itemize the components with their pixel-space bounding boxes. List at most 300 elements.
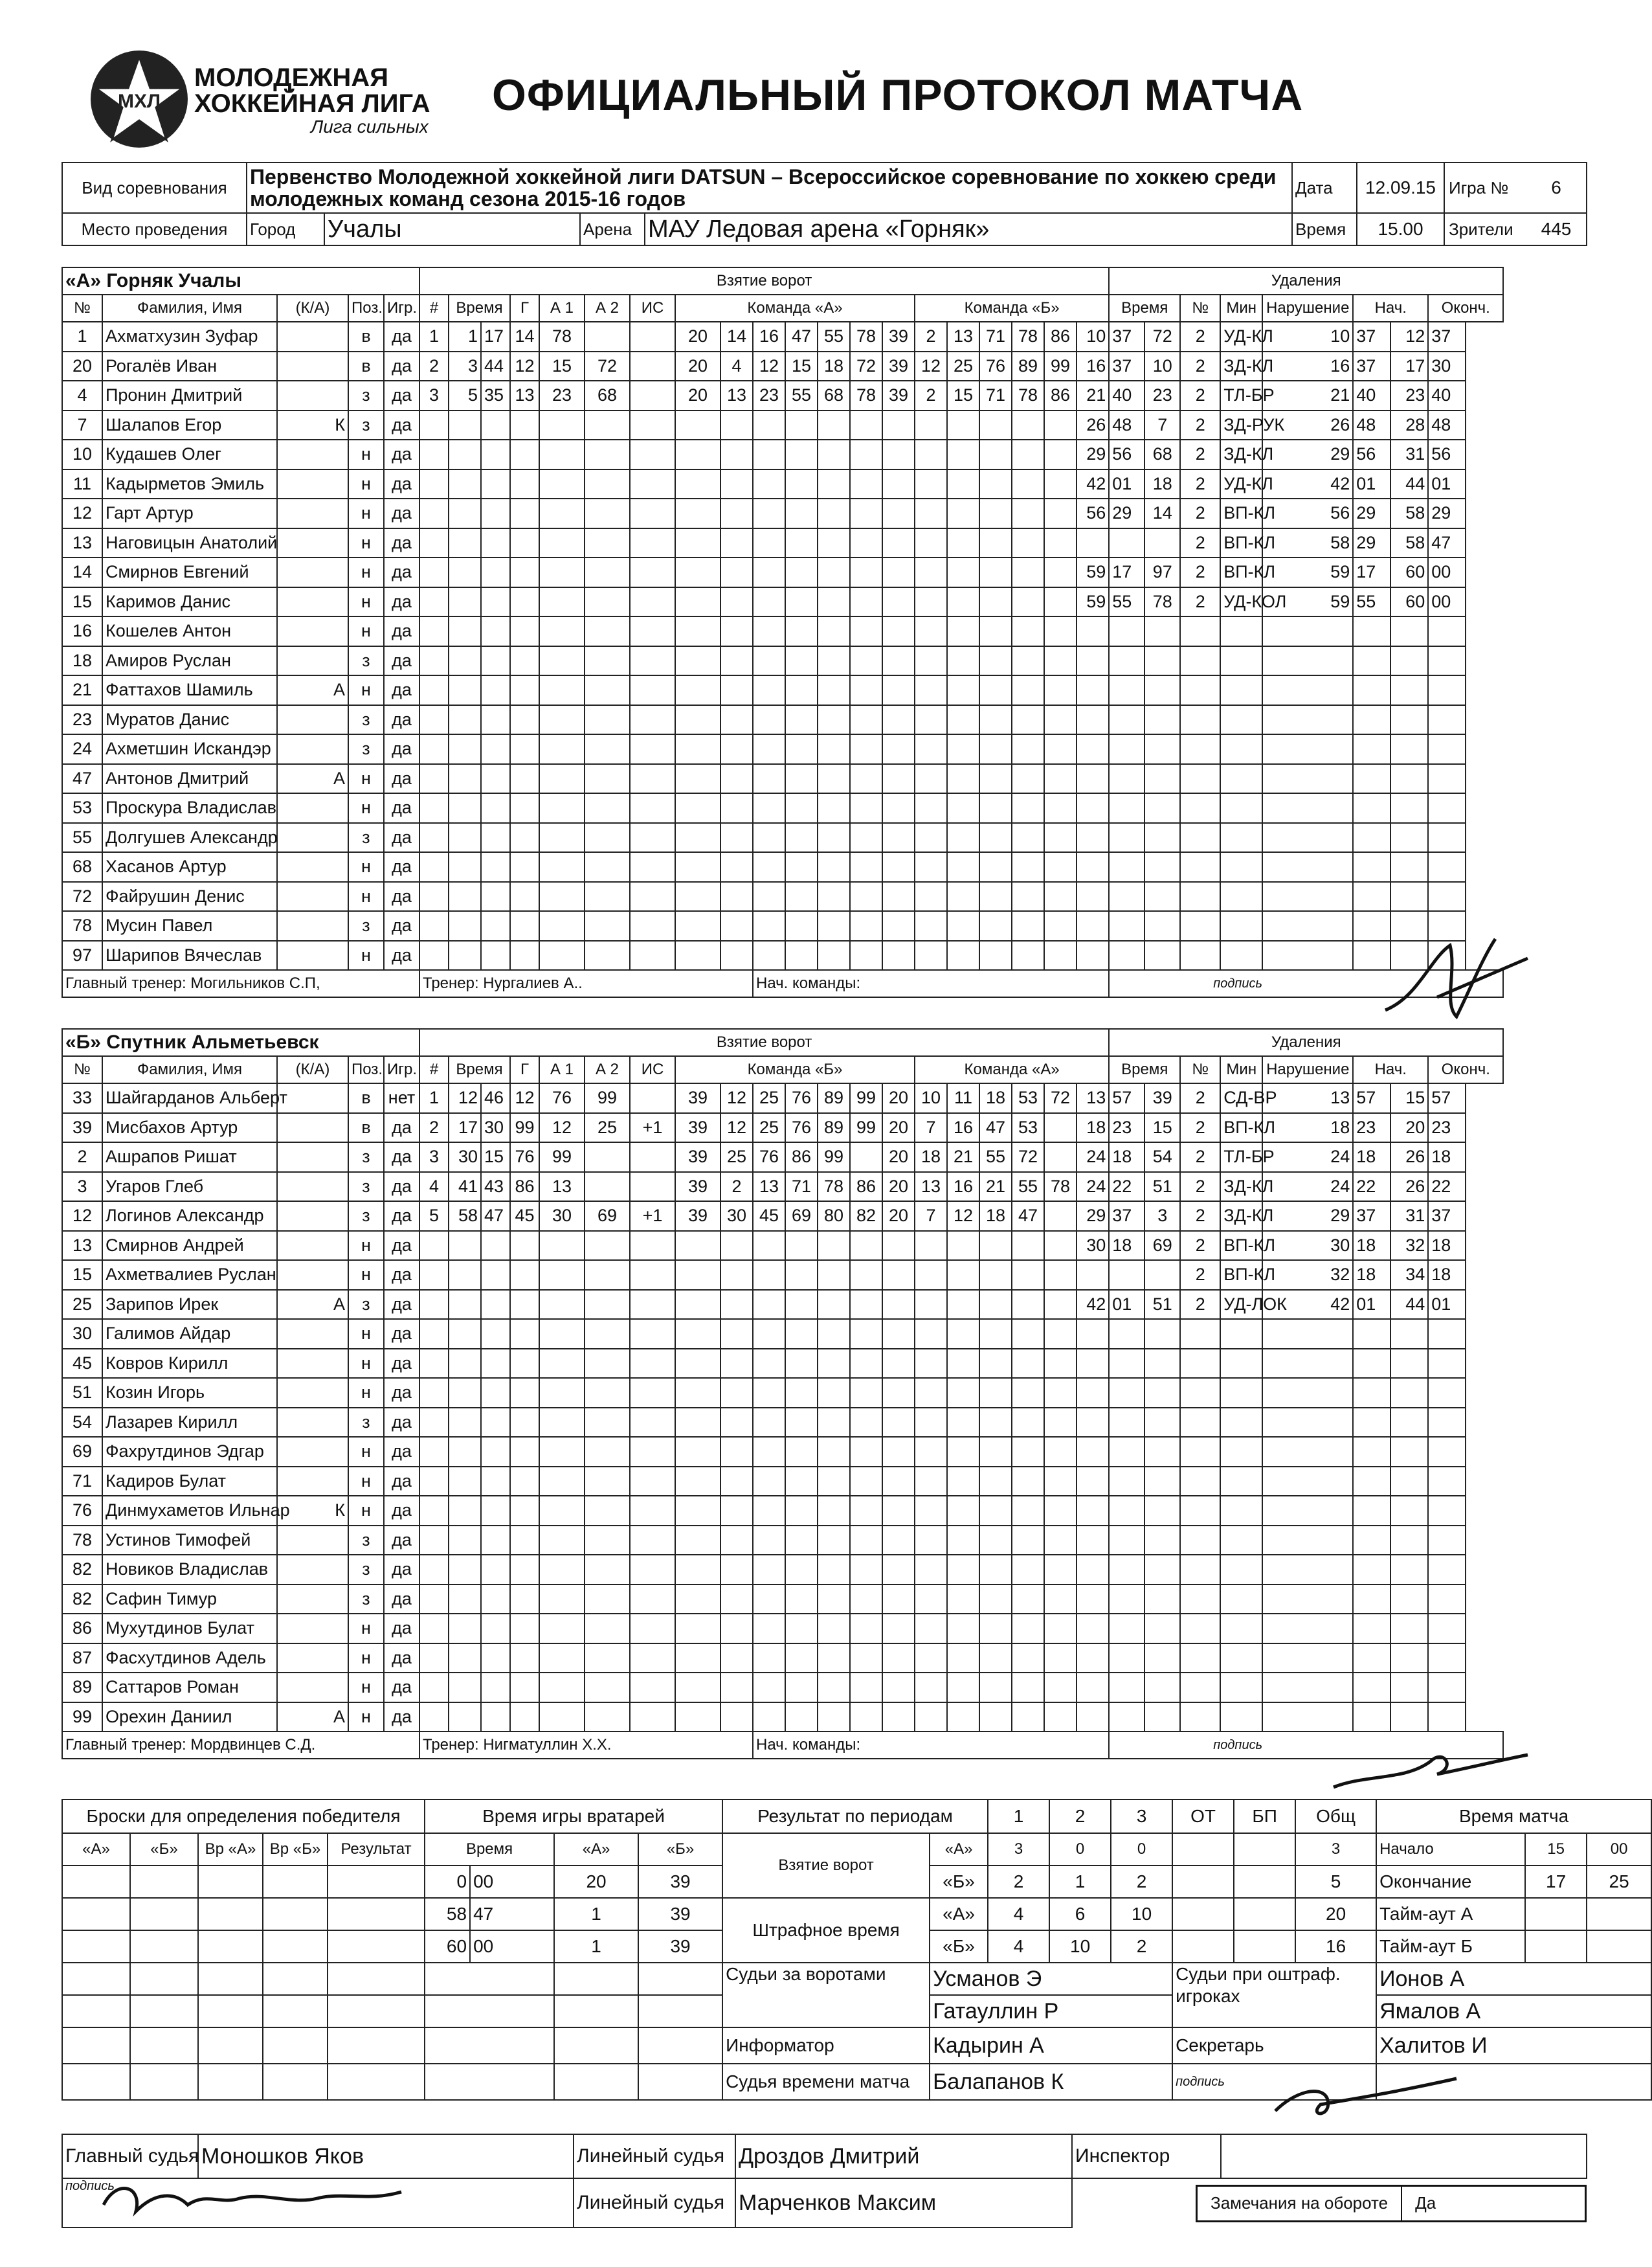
- goal-number: 2: [419, 352, 449, 381]
- goal-cell: [979, 558, 1012, 587]
- goal-cell: [753, 1643, 785, 1673]
- start-hour: 15: [1525, 1833, 1587, 1866]
- goal-cell: [979, 1585, 1012, 1614]
- pen-minute: [1077, 1526, 1109, 1555]
- pen-player: [1144, 1260, 1180, 1290]
- goal-cell: [1012, 528, 1044, 558]
- goal-cell: [720, 911, 753, 941]
- player-number: 86: [62, 1614, 102, 1643]
- informer-label: Информатор: [722, 2027, 930, 2064]
- player-position: н: [348, 1467, 384, 1496]
- teamA-title: «А» Горняк Учалы: [62, 267, 419, 295]
- goal-cell: [850, 823, 882, 853]
- goal-cell: [915, 1408, 947, 1438]
- goal-cell: [785, 1585, 818, 1614]
- coach-label: Главный тренер:: [65, 975, 186, 992]
- player-number: 7: [62, 411, 102, 440]
- pen-end-min: 17: [1390, 352, 1428, 381]
- goal-cell: [539, 411, 585, 440]
- goal-cell: [947, 1614, 979, 1643]
- pen-end-sec: 23: [1428, 1113, 1466, 1143]
- penalty-judges-label: Судьи при оштраф. игроках: [1172, 1963, 1376, 2027]
- goal-cell: 53: [1012, 1113, 1044, 1143]
- player-number: 97: [62, 941, 102, 971]
- goal-number: 4: [419, 1172, 449, 1202]
- goal-cell: [753, 469, 785, 499]
- goal-cell: [850, 1585, 882, 1614]
- goal-second: [481, 1643, 510, 1673]
- player-position: з: [348, 1585, 384, 1614]
- player-name: Устинов Тимофей: [102, 1526, 277, 1555]
- pen-end-sec: [1428, 1496, 1466, 1526]
- notes-box: [1196, 2185, 1587, 2222]
- goal-number: [419, 1260, 449, 1290]
- goal-cell: [850, 1290, 882, 1320]
- pen-end-min: 15: [1390, 1083, 1428, 1113]
- goal-cell: 13: [915, 1172, 947, 1202]
- pen-violation: [1220, 823, 1262, 853]
- goal-minute: [449, 411, 481, 440]
- goal-cell: 2: [915, 322, 947, 352]
- goal-cell: [720, 469, 753, 499]
- goal-cell: [947, 852, 979, 882]
- goal-cell: [720, 1526, 753, 1555]
- goal-minute: [449, 941, 481, 971]
- goal-number: [419, 558, 449, 587]
- pen-second: [1109, 1260, 1144, 1290]
- pen-violation: ВП-КЛ: [1220, 528, 1262, 558]
- goal-cell: [510, 882, 539, 912]
- player-role: [277, 1673, 348, 1702]
- pen-minutes: 2: [1180, 411, 1220, 440]
- goal-minute: [449, 1437, 481, 1467]
- goal-cell: [915, 1614, 947, 1643]
- pen-end-min: 20: [1390, 1113, 1428, 1143]
- goal-cell: 71: [979, 322, 1012, 352]
- goal-second: [481, 911, 510, 941]
- goal-second: [481, 1585, 510, 1614]
- pen-player: [1144, 616, 1180, 646]
- goal-cell: [753, 1555, 785, 1585]
- pen-player: 54: [1144, 1142, 1180, 1172]
- goal-cell: 99: [850, 1083, 882, 1113]
- pen-minute: 30: [1077, 1231, 1109, 1261]
- pen-player: [1144, 705, 1180, 735]
- player-name: Лазарев Кирилл: [102, 1408, 277, 1438]
- goal-minute: [449, 558, 481, 587]
- goal-number: [419, 911, 449, 941]
- goal-cell: 12: [753, 352, 785, 381]
- goal-cell: [753, 1702, 785, 1732]
- pen-minutes: 2: [1180, 587, 1220, 617]
- pen-violation: [1220, 616, 1262, 646]
- pen-start-sec: 37: [1353, 1201, 1390, 1231]
- player-position: н: [348, 1496, 384, 1526]
- goal-cell: [882, 1231, 915, 1261]
- goal-cell: [882, 1378, 915, 1408]
- player-role: [277, 941, 348, 971]
- player-name: Кошелев Антон: [102, 616, 277, 646]
- player-played: да: [384, 1467, 419, 1496]
- pen-start-min: [1262, 734, 1353, 764]
- goal-second: [481, 528, 510, 558]
- player-row: [62, 941, 1503, 971]
- goal-cell: 10: [915, 1083, 947, 1113]
- pen-minute: [1077, 941, 1109, 971]
- goal-minute: 1: [449, 322, 481, 352]
- goal-cell: [675, 440, 720, 469]
- player-position: з: [348, 411, 384, 440]
- goal-cell: [510, 823, 539, 853]
- pen-end-min: 60: [1390, 587, 1428, 617]
- goal-cell: [510, 793, 539, 823]
- goal-cell: [585, 1555, 630, 1585]
- player-role: [277, 852, 348, 882]
- pen-start-sec: 37: [1353, 322, 1390, 352]
- goal-cell: [947, 1437, 979, 1467]
- goal-cell: [630, 558, 675, 587]
- goal-cell: [630, 352, 675, 381]
- goals-a-p2: 0: [1049, 1833, 1111, 1866]
- goal-cell: [630, 705, 675, 735]
- pen-start-min: [1262, 616, 1353, 646]
- pen-end-sec: 18: [1428, 1142, 1466, 1172]
- goal-cell: [818, 705, 850, 735]
- goal-cell: [510, 1378, 539, 1408]
- player-played: да: [384, 440, 419, 469]
- pim-b-ot: [1172, 1930, 1234, 1963]
- goal-cell: [753, 587, 785, 617]
- pen-minutes: 2: [1180, 1290, 1220, 1320]
- goal-number: [419, 1467, 449, 1496]
- goal-cell: [818, 440, 850, 469]
- goal-second: 47: [481, 1201, 510, 1231]
- goal-cell: [947, 558, 979, 587]
- pen-end-min: 26: [1390, 1142, 1428, 1172]
- goal-cell: [1012, 675, 1044, 705]
- goal-cell: [915, 1702, 947, 1732]
- goal-cell: 76: [979, 352, 1012, 381]
- pen-start-min: [1262, 882, 1353, 912]
- goal-cell: [539, 911, 585, 941]
- pen-minutes: 2: [1180, 352, 1220, 381]
- player-played: да: [384, 852, 419, 882]
- goal-cell: [753, 734, 785, 764]
- col-team-other: Команда «А»: [915, 1056, 1109, 1083]
- player-row: [62, 1526, 1503, 1555]
- pen-player: 3: [1144, 1201, 1180, 1231]
- goal-cell: [675, 1614, 720, 1643]
- goal-cell: [675, 882, 720, 912]
- player-position: н: [348, 793, 384, 823]
- goal-cell: [1044, 764, 1077, 794]
- goal-cell: [785, 469, 818, 499]
- pen-minutes: [1180, 793, 1220, 823]
- pen-minute: [1077, 1555, 1109, 1585]
- player-row: [62, 911, 1503, 941]
- goal-cell: [720, 1702, 753, 1732]
- goal-cell: [539, 1555, 585, 1585]
- pen-start-min: 13: [1262, 1083, 1353, 1113]
- shootout-label: Броски для определения победителя: [62, 1799, 425, 1833]
- goal-cell: 47: [1012, 1201, 1044, 1231]
- goal-cell: 86: [1044, 322, 1077, 352]
- end-hour: 17: [1525, 1866, 1587, 1898]
- player-role: [277, 352, 348, 381]
- player-number: 78: [62, 1526, 102, 1555]
- pen-violation: [1220, 675, 1262, 705]
- goal-cell: [850, 1260, 882, 1290]
- player-played: да: [384, 911, 419, 941]
- goal-cell: [850, 1526, 882, 1555]
- goal-cell: [510, 1231, 539, 1261]
- pen-player: 23: [1144, 381, 1180, 411]
- goal-second: [481, 1467, 510, 1496]
- goal-cell: [675, 1349, 720, 1379]
- goal-cell: [753, 1585, 785, 1614]
- pen-start-sec: [1353, 705, 1390, 735]
- goal-cell: [882, 852, 915, 882]
- player-position: н: [348, 1614, 384, 1643]
- goal-cell: 78: [850, 322, 882, 352]
- star-icon: [91, 51, 188, 148]
- referee-label: Главный судья: [62, 2134, 198, 2178]
- col-pen-viol: Нарушение: [1262, 295, 1353, 322]
- goal-cell: [675, 793, 720, 823]
- pen-end-min: [1390, 1673, 1428, 1702]
- goal-second: [481, 675, 510, 705]
- goal-cell: [753, 1467, 785, 1496]
- goal-cell: [539, 675, 585, 705]
- pen-second: [1109, 1378, 1144, 1408]
- pen-second: 55: [1109, 587, 1144, 617]
- pen-minutes: [1180, 1408, 1220, 1438]
- goal-cell: [675, 411, 720, 440]
- goal-number: [419, 852, 449, 882]
- pim-a-so: [1234, 1898, 1295, 1930]
- pen-start-min: [1262, 793, 1353, 823]
- league-logo: [91, 51, 188, 148]
- pen-second: [1109, 852, 1144, 882]
- pen-end-sec: [1428, 1349, 1466, 1379]
- goal-cell: [882, 1555, 915, 1585]
- pen-minute: [1077, 1702, 1109, 1732]
- goal-cell: [818, 646, 850, 676]
- secretary-value: Халитов И: [1376, 2027, 1651, 2064]
- goals-a-p1: 3: [988, 1833, 1049, 1866]
- shootout-col-result: Результат: [328, 1833, 425, 1866]
- goal-cell: 76: [510, 1142, 539, 1172]
- goal-cell: 80: [818, 1201, 850, 1231]
- pen-violation: ВП-КЛ: [1220, 558, 1262, 587]
- player-number: 54: [62, 1408, 102, 1438]
- goal-number: [419, 411, 449, 440]
- pen-end-min: 23: [1390, 381, 1428, 411]
- player-row: [62, 1555, 1503, 1585]
- goal-cell: [753, 499, 785, 528]
- gk-row3-min: 60: [425, 1930, 470, 1963]
- goal-second: [481, 705, 510, 735]
- player-row: [62, 646, 1503, 676]
- goal-cell: [539, 1702, 585, 1732]
- goal-cell: [675, 1231, 720, 1261]
- goal-cell: [850, 852, 882, 882]
- goal-cell: [979, 764, 1012, 794]
- goal-cell: 20: [882, 1113, 915, 1143]
- player-played: да: [384, 1614, 419, 1643]
- goal-second: [481, 1319, 510, 1349]
- player-played: да: [384, 616, 419, 646]
- pen-start-sec: 56: [1353, 440, 1390, 469]
- goal-second: [481, 1290, 510, 1320]
- pen-player: [1144, 1555, 1180, 1585]
- goal-cell: [785, 882, 818, 912]
- pen-minutes: 2: [1180, 1142, 1220, 1172]
- pen-minutes: [1180, 1585, 1220, 1614]
- game-number: 6: [1551, 177, 1561, 197]
- player-played: да: [384, 411, 419, 440]
- pen-start-min: [1262, 1496, 1353, 1526]
- goal-judges-label: Судьи за воротами: [722, 1963, 930, 2027]
- overtime-header: ОТ: [1172, 1799, 1234, 1833]
- goal-number: [419, 528, 449, 558]
- col-team-scoring: Команда «А»: [675, 295, 915, 322]
- goal-cell: [947, 1673, 979, 1702]
- pen-minute: 42: [1077, 469, 1109, 499]
- goal-cell: [510, 1290, 539, 1320]
- pen-violation: [1220, 1585, 1262, 1614]
- goal-cell: [510, 469, 539, 499]
- pen-end-min: [1390, 1437, 1428, 1467]
- player-number: 1: [62, 322, 102, 352]
- goal-cell: [539, 646, 585, 676]
- pen-minutes: [1180, 852, 1220, 882]
- goal-cell: 86: [1044, 381, 1077, 411]
- goal-cell: 12: [720, 1113, 753, 1143]
- goal-cell: [539, 1496, 585, 1526]
- player-name: Логинов Александр: [102, 1201, 277, 1231]
- goal-cell: [947, 1349, 979, 1379]
- pen-minutes: 2: [1180, 1260, 1220, 1290]
- goal-cell: [915, 823, 947, 853]
- player-position: н: [348, 941, 384, 971]
- goal-cell: 99: [510, 1113, 539, 1143]
- goal-cell: [818, 1290, 850, 1320]
- player-played: да: [384, 675, 419, 705]
- goal-cell: [915, 1555, 947, 1585]
- player-number: 20: [62, 352, 102, 381]
- pen-second: [1109, 675, 1144, 705]
- pen-start-min: 59: [1262, 558, 1353, 587]
- goal-cell: [947, 1378, 979, 1408]
- goal-cell: 21: [947, 1142, 979, 1172]
- teamA-goals-header: Взятие ворот: [419, 267, 1109, 295]
- goal-cell: [979, 440, 1012, 469]
- logo-text: МХЛ: [117, 91, 161, 112]
- goal-cell: [1012, 1585, 1044, 1614]
- goal-cell: 25: [753, 1083, 785, 1113]
- goal-cell: [818, 941, 850, 971]
- pen-violation: [1220, 1437, 1262, 1467]
- goal-number: [419, 941, 449, 971]
- linesman-label-2: Линейный судья: [574, 2178, 735, 2228]
- goal-cell: [1044, 1555, 1077, 1585]
- goal-cell: [882, 1319, 915, 1349]
- goal-cell: [1012, 1231, 1044, 1261]
- goal-cell: [947, 469, 979, 499]
- goal-minute: [449, 1643, 481, 1673]
- goal-cell: [915, 469, 947, 499]
- goal-cell: [1012, 1526, 1044, 1555]
- pen-start-min: [1262, 823, 1353, 853]
- goal-cell: [630, 823, 675, 853]
- goal-cell: [850, 469, 882, 499]
- goal-cell: [785, 1349, 818, 1379]
- pim-b-p3: 2: [1111, 1930, 1172, 1963]
- pen-violation: [1220, 852, 1262, 882]
- pen-end-sec: 01: [1428, 469, 1466, 499]
- player-row: [62, 1408, 1503, 1438]
- goal-cell: [753, 1231, 785, 1261]
- pen-start-sec: 22: [1353, 1172, 1390, 1202]
- goal-second: [481, 440, 510, 469]
- goal-cell: [1012, 1614, 1044, 1643]
- pen-end-min: [1390, 1555, 1428, 1585]
- goal-cell: [1044, 616, 1077, 646]
- penalty-judge-1: Ионов А: [1376, 1963, 1651, 1995]
- goal-cell: [675, 616, 720, 646]
- competition-name: Первенство Молодежной хоккейной лиги DATSUN – Всероссийское соревнование по хоккею среди молодежных команд сезона 2015-16 годов: [247, 163, 1292, 213]
- goal-cell: [753, 440, 785, 469]
- goal-cell: [979, 1290, 1012, 1320]
- pen-end-sec: [1428, 616, 1466, 646]
- player-number: 14: [62, 558, 102, 587]
- goal-cell: 12: [915, 352, 947, 381]
- goal-cell: [915, 1290, 947, 1320]
- player-position: н: [348, 528, 384, 558]
- player-name: Динмухаметов Ильнар: [102, 1496, 277, 1526]
- goal-cell: [915, 1673, 947, 1702]
- goal-minute: 41: [449, 1172, 481, 1202]
- goal-second: [481, 1349, 510, 1379]
- pen-violation: [1220, 1349, 1262, 1379]
- goal-cell: [753, 1319, 785, 1349]
- goal-minute: [449, 1526, 481, 1555]
- goal-cell: [1044, 1496, 1077, 1526]
- pen-minutes: [1180, 1467, 1220, 1496]
- goal-cell: [510, 528, 539, 558]
- teamA-table: [61, 267, 1504, 998]
- goal-cell: [675, 1260, 720, 1290]
- goal-cell: [675, 1290, 720, 1320]
- goal-cell: [1012, 1290, 1044, 1320]
- goal-cell: [510, 1526, 539, 1555]
- pen-player: 51: [1144, 1172, 1180, 1202]
- goal-cell: 45: [753, 1201, 785, 1231]
- player-played: да: [384, 1231, 419, 1261]
- goal-cell: [753, 793, 785, 823]
- goal-cell: [675, 852, 720, 882]
- pen-second: [1109, 793, 1144, 823]
- goal-second: [481, 941, 510, 971]
- pen-end-min: 60: [1390, 558, 1428, 587]
- goal-cell: [947, 705, 979, 735]
- goal-cell: 47: [785, 322, 818, 352]
- pen-end-sec: [1428, 1643, 1466, 1673]
- goal-cell: [630, 1349, 675, 1379]
- goal-cell: [818, 1673, 850, 1702]
- pen-minutes: 2: [1180, 1172, 1220, 1202]
